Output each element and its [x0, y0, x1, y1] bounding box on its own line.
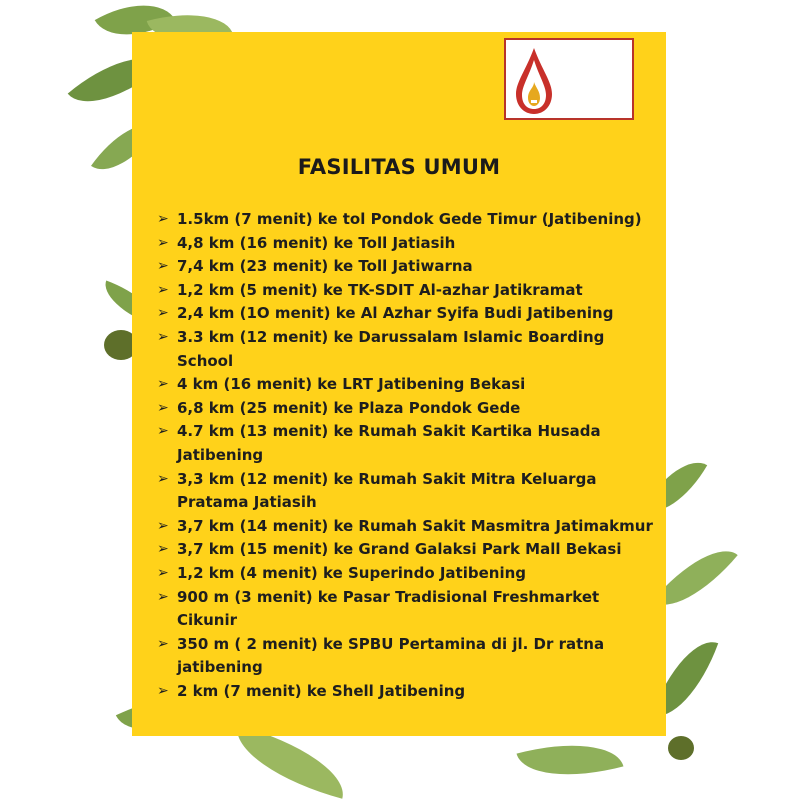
list-item — [157, 302, 657, 326]
arrow-bullet-icon: ➢ — [157, 376, 169, 393]
page-title: FASILITAS UMUM — [297, 155, 501, 179]
list-item-text: 1.5km (7 menit) ke tol Pondok Gede Timur (Jatibening) — [177, 210, 642, 228]
list-item — [157, 420, 657, 467]
arrow-bullet-icon: ➢ — [157, 234, 169, 251]
list-item — [157, 633, 657, 680]
list-item — [157, 468, 657, 515]
list-item-text: 4,8 km (16 menit) ke Toll Jatiasih — [177, 233, 456, 252]
arrow-bullet-icon: ➢ — [157, 399, 169, 416]
arrow-bullet-icon: ➢ — [157, 281, 169, 298]
list-item-text: 3,3 km (12 menit) ke Rumah Sakit Mitra Keluarga Pratama Jatiasih — [177, 469, 597, 512]
list-item — [157, 397, 657, 421]
list-item-text: 2 km (7 menit) ke Shell Jatibening — [177, 681, 466, 700]
arrow-bullet-icon: ➢ — [157, 541, 169, 558]
list-item — [157, 538, 657, 562]
list-item-text: 1,2 km (4 menit) ke Superindo Jatibening — [177, 563, 527, 582]
list-item-text: 7,4 km (23 menit) ke Toll Jatiwarna — [177, 257, 473, 276]
list-item-text: 900 m (3 menit) ke Pasar Tradisional Freshmarket Cikunir — [177, 587, 600, 630]
list-item — [157, 279, 657, 303]
list-item — [157, 586, 657, 633]
arrow-bullet-icon: ➢ — [157, 211, 169, 227]
list-item-text: 3,7 km (15 menit) ke Grand Galaksi Park Mall Bekasi — [177, 540, 622, 559]
list-item — [157, 680, 657, 704]
leaf-decoration — [226, 725, 353, 799]
list-item-text: 2,4 km (1O menit) ke Al Azhar Syifa Budi Jatibening — [177, 304, 614, 323]
facility-list — [157, 208, 657, 703]
arrow-bullet-icon: ➢ — [157, 305, 169, 322]
list-item — [157, 326, 657, 373]
list-item — [157, 515, 657, 539]
olive-decoration — [668, 736, 694, 760]
arrow-bullet-icon: ➢ — [157, 588, 169, 605]
arrow-bullet-icon: ➢ — [157, 470, 169, 487]
list-item-text: 6,8 km (25 menit) ke Plaza Pondok Gede — [177, 398, 521, 417]
list-item — [157, 208, 657, 232]
list-item-text: 350 m ( 2 menit) ke SPBU Pertamina di jl. Dr ratna jatibening — [177, 634, 605, 677]
list-item — [157, 562, 657, 586]
list-item-text: 1,2 km (5 menit) ke TK-SDIT Al-azhar Jatikramat — [177, 280, 583, 299]
list-item-text: 3.3 km (12 menit) ke Darussalam Islamic Boarding School — [177, 327, 605, 370]
arrow-bullet-icon: ➢ — [157, 564, 169, 581]
logo — [504, 38, 634, 120]
arrow-bullet-icon: ➢ — [157, 517, 169, 534]
list-item — [157, 232, 657, 256]
leaf-decoration — [517, 728, 624, 793]
list-item — [157, 255, 657, 279]
list-item — [157, 373, 657, 397]
arrow-bullet-icon: ➢ — [157, 258, 169, 275]
arrow-bullet-icon: ➢ — [157, 635, 169, 652]
arrow-bullet-icon: ➢ — [157, 682, 169, 699]
arrow-bullet-icon: ➢ — [157, 423, 169, 440]
flame-drop-logo-icon — [514, 46, 554, 116]
list-item-text: 4 km (16 menit) ke LRT Jatibening Bekasi — [177, 375, 526, 394]
list-item-text: 4.7 km (13 menit) ke Rumah Sakit Kartika Husada Jatibening — [177, 422, 601, 464]
arrow-bullet-icon: ➢ — [157, 328, 169, 345]
list-item-text: 3,7 km (14 menit) ke Rumah Sakit Masmitra Jatimakmur — [177, 516, 653, 535]
